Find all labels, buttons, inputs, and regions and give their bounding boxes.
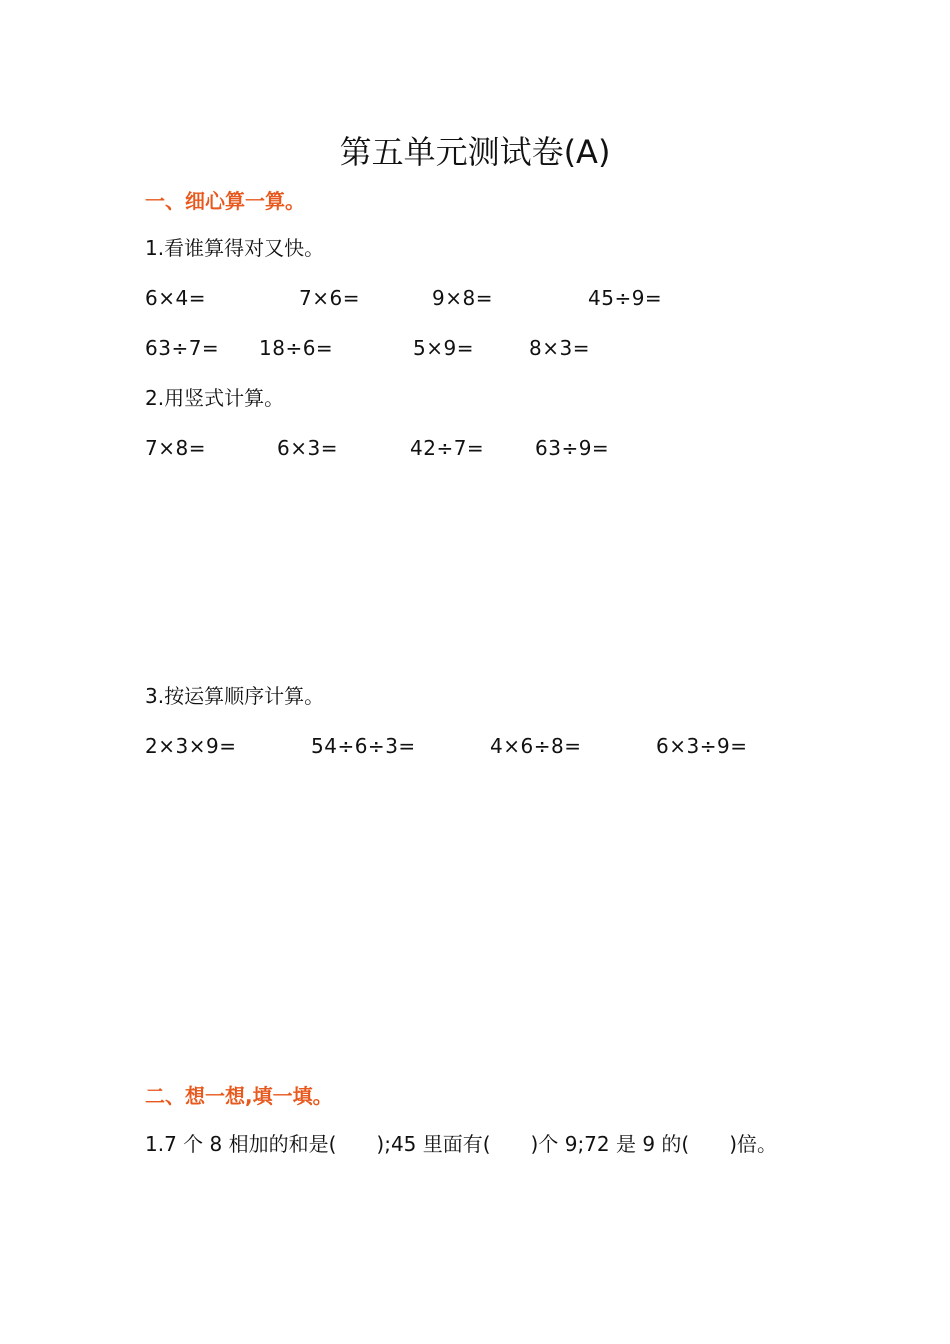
page-title: 第五单元测试卷(A) [339,133,611,171]
math-expression: 63÷9= [535,436,610,460]
section-heading-calculation: 一、细心算一算。 [145,189,305,213]
math-expression: 7×8= [145,436,206,460]
math-expression: 18÷6= [259,336,334,360]
math-expression: 4×6÷8= [490,734,582,758]
fill-in-question: 1.7 个 8 相加的和是( );45 里面有( )个 9;72 是 9 的( )倍。 [145,1132,778,1156]
math-expression: 5×9= [413,336,474,360]
section-heading-fill-in: 二、想一想,填一填。 [145,1084,333,1108]
math-expression: 9×8= [432,286,493,310]
math-expression: 7×6= [299,286,360,310]
math-expression: 63÷7= [145,336,220,360]
math-expression: 8×3= [529,336,590,360]
question-prompt-vertical-calc: 2.用竖式计算。 [145,386,285,410]
question-prompt-order-of-operations: 3.按运算顺序计算。 [145,684,325,708]
math-expression: 54÷6÷3= [311,734,416,758]
math-expression: 6×3= [277,436,338,460]
math-expression: 45÷9= [588,286,663,310]
math-expression: 42÷7= [410,436,485,460]
math-expression: 2×3×9= [145,734,237,758]
question-prompt-quick-calc: 1.看谁算得对又快。 [145,236,325,260]
math-expression: 6×3÷9= [656,734,748,758]
math-expression: 6×4= [145,286,206,310]
